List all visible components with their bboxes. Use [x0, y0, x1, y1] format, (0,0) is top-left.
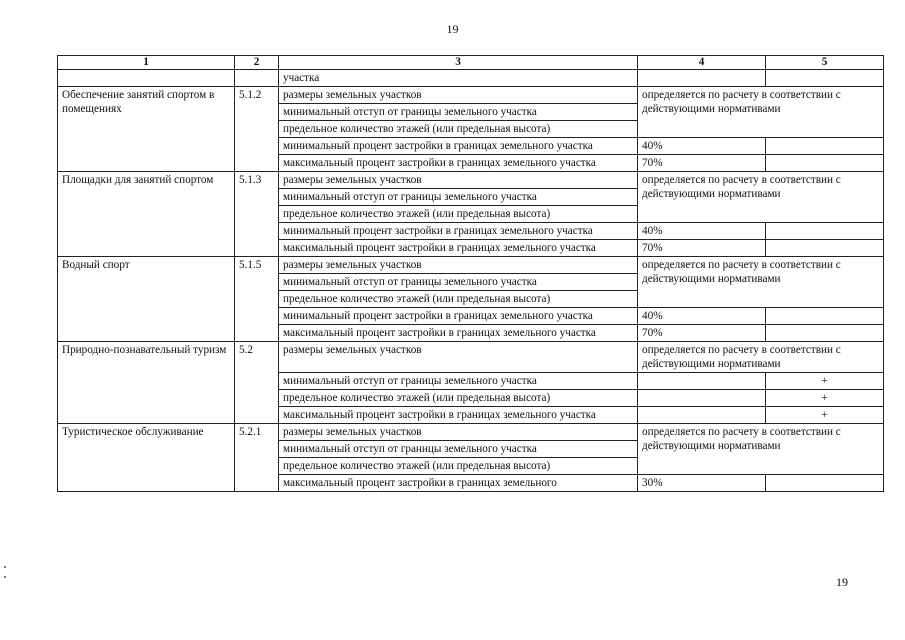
column-number: 2 — [235, 56, 279, 70]
value-cell: + — [766, 390, 884, 407]
value-cell: + — [766, 407, 884, 424]
parameter-cell: размеры земельных участков — [279, 342, 638, 373]
value-cell: + — [766, 373, 884, 390]
parameter-cell: минимальный отступ от границы земельного участка — [279, 373, 638, 390]
code-cell: 5.1.2 — [235, 87, 279, 172]
parameter-cell: участка — [279, 70, 638, 87]
parameter-cell: максимальный процент застройки в границах земельного участка — [279, 240, 638, 257]
parameter-cell: минимальный отступ от границы земельного участка — [279, 104, 638, 121]
code-cell: 5.2 — [235, 342, 279, 424]
parameter-cell: максимальный процент застройки в границах земельного участка — [279, 155, 638, 172]
value-cell — [638, 70, 766, 87]
value-cell: определяется по расчету в соответствии с действующими нормативами — [638, 172, 884, 223]
parameter-cell: размеры земельных участков — [279, 87, 638, 104]
code-cell: 5.2.1 — [235, 424, 279, 492]
scan-edge-mark — [4, 566, 6, 568]
parameter-cell: предельное количество этажей (или предельная высота) — [279, 206, 638, 223]
code-cell: 5.1.5 — [235, 257, 279, 342]
value-cell: определяется по расчету в соответствии с действующими нормативами — [638, 87, 884, 138]
parameter-cell: минимальный процент застройки в границах земельного участка — [279, 308, 638, 325]
value-cell — [766, 138, 884, 155]
use-name-cell: Туристическое обслуживание — [58, 424, 235, 492]
parameter-cell: минимальный процент застройки в границах земельного участка — [279, 223, 638, 240]
use-name-cell: Природно-познавательный туризм — [58, 342, 235, 424]
value-cell: 40% — [638, 223, 766, 240]
value-cell — [638, 373, 766, 390]
parameter-cell: предельное количество этажей (или предельная высота) — [279, 458, 638, 475]
value-cell: определяется по расчету в соответствии с действующими нормативами — [638, 257, 884, 308]
parameter-cell: предельное количество этажей (или предельная высота) — [279, 291, 638, 308]
value-cell — [766, 475, 884, 492]
parameter-cell: размеры земельных участков — [279, 424, 638, 441]
value-cell — [766, 325, 884, 342]
value-cell: 30% — [638, 475, 766, 492]
scan-edge-mark — [4, 576, 6, 578]
parameter-cell: максимальный процент застройки в границах земельного — [279, 475, 638, 492]
table-row — [58, 172, 884, 189]
parameter-cell: предельное количество этажей (или предельная высота) — [279, 121, 638, 138]
parameter-cell: предельное количество этажей (или предельная высота) — [279, 390, 638, 407]
value-cell: 70% — [638, 155, 766, 172]
value-cell — [766, 240, 884, 257]
table-row — [58, 70, 884, 87]
parameter-cell: минимальный отступ от границы земельного участка — [279, 189, 638, 206]
table-row — [58, 424, 884, 441]
value-cell: определяется по расчету в соответствии с действующими нормативами — [638, 424, 884, 475]
page-number-bottom: 19 — [836, 575, 848, 589]
value-cell — [766, 308, 884, 325]
value-cell — [766, 223, 884, 240]
use-name-cell — [58, 70, 235, 87]
table-row — [58, 342, 884, 373]
parameter-cell: размеры земельных участков — [279, 172, 638, 189]
parameter-cell: минимальный процент застройки в границах земельного участка — [279, 138, 638, 155]
use-name-cell: Водный спорт — [58, 257, 235, 342]
table-row — [58, 87, 884, 104]
table-row — [58, 257, 884, 274]
value-cell: 40% — [638, 308, 766, 325]
use-name-cell: Обеспечение занятий спортом в помещениях — [58, 87, 235, 172]
page-number-top: 19 — [446, 22, 459, 36]
parameter-cell: размеры земельных участков — [279, 257, 638, 274]
parameter-cell: минимальный отступ от границы земельного участка — [279, 274, 638, 291]
value-cell: 70% — [638, 325, 766, 342]
code-cell — [235, 70, 279, 87]
column-number: 1 — [58, 56, 235, 70]
parameter-cell: максимальный процент застройки в границах земельного участка — [279, 325, 638, 342]
column-number: 5 — [766, 56, 884, 70]
column-number: 4 — [638, 56, 766, 70]
use-name-cell: Площадки для занятий спортом — [58, 172, 235, 257]
parameter-cell: минимальный отступ от границы земельного участка — [279, 441, 638, 458]
value-cell — [638, 390, 766, 407]
value-cell: 70% — [638, 240, 766, 257]
value-cell: определяется по расчету в соответствии с действующими нормативами — [638, 342, 884, 373]
value-cell: 40% — [638, 138, 766, 155]
value-cell — [766, 70, 884, 87]
column-number: 3 — [279, 56, 638, 70]
value-cell — [638, 407, 766, 424]
parameter-cell: максимальный процент застройки в границах земельного участка — [279, 407, 638, 424]
value-cell — [766, 155, 884, 172]
regulations-table — [57, 55, 884, 492]
column-number-row — [58, 56, 884, 70]
code-cell: 5.1.3 — [235, 172, 279, 257]
